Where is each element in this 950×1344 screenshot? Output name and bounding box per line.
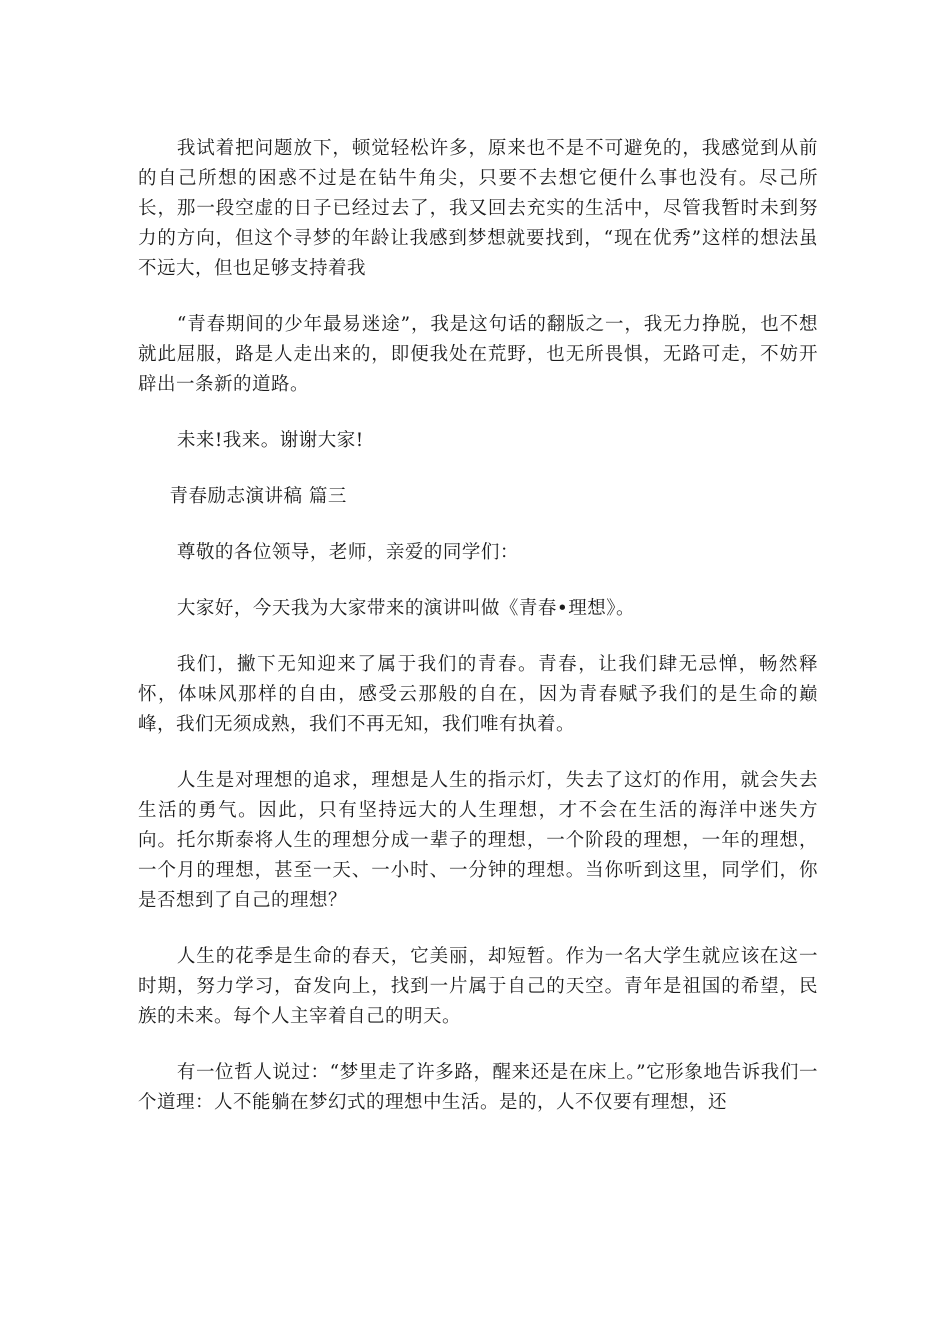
- paragraph: “青春期间的少年最易迷途”，我是这句话的翻版之一，我无力挣脱，也不想就此屈服，路是人走出来的，即便我处在荒野，也无所畏惧，无路可走，不妨开辟出一条新的道路。: [138, 314, 818, 395]
- paragraph: 我试着把问题放下，顿觉轻松许多，原来也不是不可避免的，我感觉到从前的自己所想的困惑不过是在钻牛角尖，只要不去想它便什么事也没有。尽己所长，那一段空虚的日子已经过去了，我又回去充实的生活中，尽管我暂时未到努力的方向，但这个寻梦的年龄让我感到梦想就要找到，“现在优秀”这样的想法虽不远大，但也足够支持着我: [138, 138, 818, 279]
- salutation: 尊敬的各位领导，老师，亲爱的同学们：: [176, 542, 519, 563]
- section-heading: 青春励志演讲稿 篇三: [169, 486, 347, 507]
- paragraph: 人生是对理想的追求，理想是人生的指示灯，失去了这灯的作用，就会失去生活的勇气。因此，只有坚持远大的人生理想，才不会在生活的海洋中迷失方向。托尔斯泰将人生的理想分成一辈子的理想，一个阶段的理想，一年的理想，一个月的理想，甚至一天、一小时、一分钟的理想。当你听到这里，同学们，你是否想到了自己的理想？: [138, 770, 818, 911]
- document-body: [138, 134, 818, 1144]
- paragraph: 未来!我来。谢谢大家!: [176, 430, 364, 451]
- paragraph: 人生的花季是生命的春天，它美丽，却短暂。作为一名大学生就应该在这一时期，努力学习，奋发向上，找到一片属于自己的天空。青年是祖国的希望，民族的未来。每个人主宰着自己的明天。: [138, 946, 818, 1027]
- paragraph: 我们，撇下无知迎来了属于我们的青春。青春，让我们肆无忌惮，畅然释怀，体味风那样的自由，感受云那般的自在，因为青春赋予我们的是生命的巅峰，我们无须成熟，我们不再无知，我们唯有执着。: [138, 654, 818, 735]
- paragraph: 大家好，今天我为大家带来的演讲叫做《青春•理想》。: [176, 598, 636, 619]
- paragraph: 有一位哲人说过：“梦里走了许多路，醒来还是在床上。”它形象地告诉我们一个道理：人不能躺在梦幻式的理想中生活。是的，人不仅要有理想，还: [138, 1062, 818, 1113]
